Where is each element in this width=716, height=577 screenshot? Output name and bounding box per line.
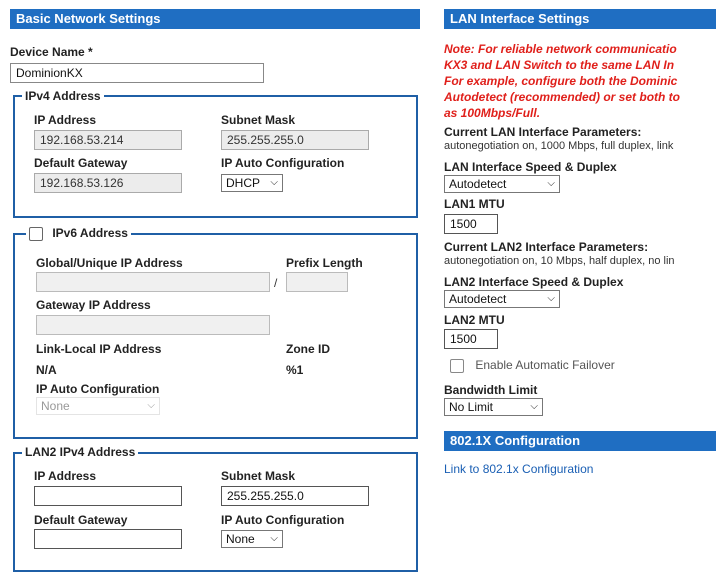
ipv6-auto-config-select[interactable] (36, 397, 160, 415)
lan2-speed-value: Autodetect (449, 292, 507, 306)
bandwidth-limit-label: Bandwidth Limit (444, 383, 538, 397)
lan2-gateway-label: Default Gateway (34, 513, 128, 527)
ipv6-enable-checkbox[interactable] (29, 227, 43, 241)
ipv6-legend (26, 226, 131, 241)
ipv4-mask-label: Subnet Mask (221, 113, 296, 127)
chevron-down-icon: ⌵ (270, 533, 278, 544)
failover-checkbox[interactable] (450, 359, 464, 373)
dot1x-header: 802.1X Configuration (444, 431, 716, 451)
lan-note-line: KX3 and LAN Switch to the same LAN In (444, 58, 675, 72)
ipv4-gateway-input[interactable]: 192.168.53.126 (34, 173, 182, 193)
ipv6-prefix-input[interactable] (286, 272, 348, 292)
failover-option[interactable] (450, 358, 615, 373)
lan-speed-label: LAN Interface Speed & Duplex (444, 160, 617, 174)
lan2-speed-select[interactable] (444, 290, 560, 308)
lan-note-line: Autodetect (recommended) or set both to (444, 90, 681, 104)
lan2-gateway-input[interactable] (34, 529, 182, 549)
ipv6-prefix-label: Prefix Length (286, 256, 363, 270)
lan-note (444, 41, 716, 121)
dot1x-config-link[interactable]: Link to 802.1x Configuration (444, 462, 594, 476)
ipv4-auto-config-label: IP Auto Configuration (221, 156, 345, 170)
lan1-mtu-label: LAN1 MTU (444, 197, 505, 211)
lan2-ip-label: IP Address (34, 469, 97, 483)
lan2-mtu-input[interactable]: 1500 (444, 329, 498, 349)
lan1-mtu-input[interactable]: 1500 (444, 214, 498, 234)
lan-interface-settings-header: LAN Interface Settings (444, 9, 716, 29)
chevron-down-icon: ⌵ (547, 293, 555, 304)
lan2-auto-config-value: None (226, 532, 255, 546)
bandwidth-limit-select[interactable] (444, 398, 543, 416)
ipv6-global-label: Global/Unique IP Address (36, 256, 183, 270)
ipv6-link-local-label: Link-Local IP Address (36, 342, 162, 356)
ipv6-auto-config-label: IP Auto Configuration (36, 382, 160, 396)
ipv4-auto-config-select[interactable] (221, 174, 283, 192)
lan2-auto-config-label: IP Auto Configuration (221, 513, 345, 527)
chevron-down-icon: ⌵ (270, 177, 278, 188)
basic-network-settings-header: Basic Network Settings (10, 9, 420, 29)
current-lan2-params-label: Current LAN2 Interface Parameters: (444, 240, 649, 254)
ipv4-auto-config-value: DHCP (226, 176, 261, 190)
failover-label: Enable Automatic Failover (475, 358, 615, 372)
ipv4-gateway-label: Default Gateway (34, 156, 128, 170)
lan2-ipv4-legend: LAN2 IPv4 Address (22, 445, 138, 459)
device-name-input[interactable]: DominionKX (10, 63, 264, 83)
ipv6-legend-label: IPv6 Address (52, 226, 128, 240)
lan2-speed-label: LAN2 Interface Speed & Duplex (444, 275, 624, 289)
chevron-down-icon: ⌵ (530, 401, 538, 412)
ipv6-zone-value: %1 (286, 363, 304, 377)
ipv6-gateway-input[interactable] (36, 315, 270, 335)
chevron-down-icon: ⌵ (147, 400, 155, 411)
ipv4-legend: IPv4 Address (22, 89, 104, 103)
ipv6-global-input[interactable] (36, 272, 270, 292)
current-lan-params-label: Current LAN Interface Parameters: (444, 125, 642, 139)
lan2-mask-label: Subnet Mask (221, 469, 296, 483)
lan-note-line: For example, configure both the Dominic (444, 74, 678, 88)
lan-speed-value: Autodetect (449, 177, 507, 191)
current-lan-params-value: autonegotiation on, 1000 Mbps, full duplex, link (444, 140, 674, 152)
chevron-down-icon: ⌵ (547, 178, 555, 189)
lan-note-line: as 100Mbps/Full. (444, 106, 541, 120)
lan2-mtu-label: LAN2 MTU (444, 313, 505, 327)
prefix-slash: / (274, 276, 278, 290)
bandwidth-limit-value: No Limit (449, 400, 494, 414)
ipv6-zone-label: Zone ID (286, 342, 330, 356)
lan-speed-select[interactable] (444, 175, 560, 193)
device-name-label: Device Name * (10, 45, 93, 59)
current-lan2-params-value: autonegotiation on, 10 Mbps, half duplex, no lin (444, 255, 675, 267)
ipv4-mask-input[interactable]: 255.255.255.0 (221, 130, 369, 150)
lan2-mask-input[interactable]: 255.255.255.0 (221, 486, 369, 506)
ipv4-ip-input[interactable]: 192.168.53.214 (34, 130, 182, 150)
lan2-ip-input[interactable] (34, 486, 182, 506)
ipv6-link-local-value: N/A (36, 363, 57, 377)
ipv6-auto-config-value: None (41, 399, 70, 413)
ipv6-gateway-label: Gateway IP Address (36, 298, 151, 312)
lan2-auto-config-select[interactable] (221, 530, 283, 548)
lan-note-line: Note: For reliable network communicatio (444, 42, 677, 56)
ipv4-ip-label: IP Address (34, 113, 97, 127)
